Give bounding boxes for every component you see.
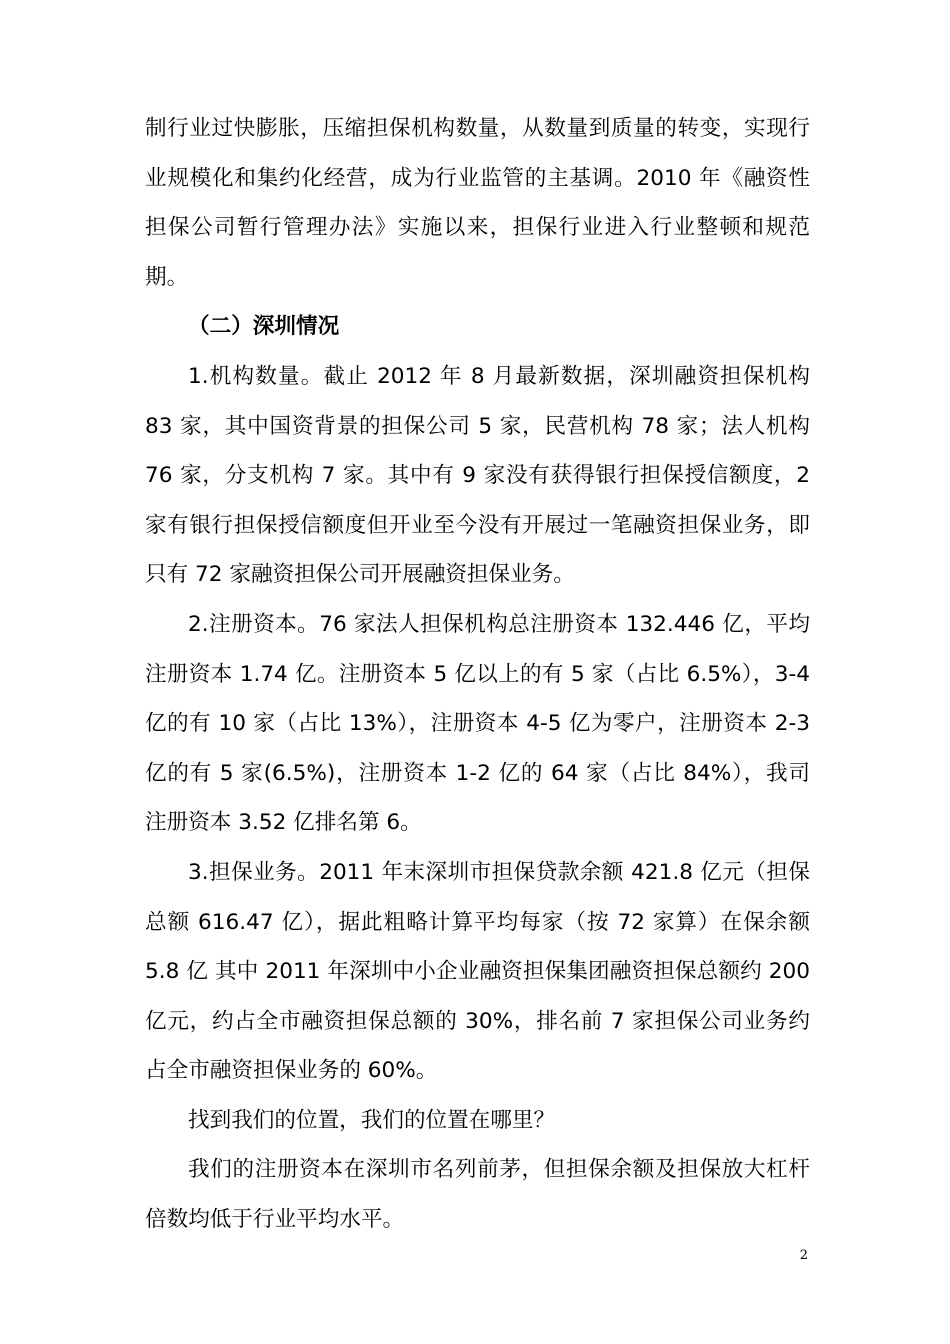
page-number: 2 <box>799 1248 808 1263</box>
paragraph-question: 找到我们的位置，我们的位置在哪里？ <box>188 1107 556 1133</box>
paragraph-institution-count: 1.机构数量。截止 2012 年 8 月最新数据，深圳融资担保机构 83 家，其中国资背景的担保公司 5 家，民营机构 78 家；法人机构 76 家，分支机构 7 家。其中有 9 家没有获得银行担保授信额度，2 家有银行担保授信额度但开业至今没有开展过一笔融资担保业务，即只有 72 家融资担保公司开展融资担保业务。 <box>145 363 810 588</box>
paragraph-conclusion: 我们的注册资本在深圳市名列前茅，但担保余额及担保放大杠杆倍数均低于行业平均水平。 <box>145 1157 810 1233</box>
section-heading: （二）深圳情况 <box>188 314 340 340</box>
paragraph-guarantee-business: 3.担保业务。2011 年末深圳市担保贷款余额 421.8 亿元（担保总额 616.47 亿），据此粗略计算平均每家（按 72 家算）在保余额 5.8 亿 其中 2011 年深圳中小企业融资担保集团融资担保总额约 200 亿元，约占全市融资担保总额的 30%，排名前 7 家担保公司业务约占全市融资担保业务的 60%。 <box>145 859 810 1084</box>
paragraph-registered-capital: 2.注册资本。76 家法人担保机构总注册资本 132.446 亿，平均注册资本 1.74 亿。注册资本 5 亿以上的有 5 家（占比 6.5%），3-4 亿的有 10 家（占比 13%），注册资本 4-5 亿为零户，注册资本 2-3 亿的有 5 家(6.5%)，注册资本 1-2 亿的 64 家（占比 84%），我司注册资本 3.52 亿排名第 6。 <box>145 611 810 836</box>
paragraph-continuation: 制行业过快膨胀，压缩担保机构数量，从数量到质量的转变，实现行业规模化和集约化经营，成为行业监管的主基调。2010 年《融资性担保公司暂行管理办法》实施以来，担保行业进入行业整顿和规范期。 <box>145 116 810 290</box>
document-body <box>145 104 810 1245</box>
